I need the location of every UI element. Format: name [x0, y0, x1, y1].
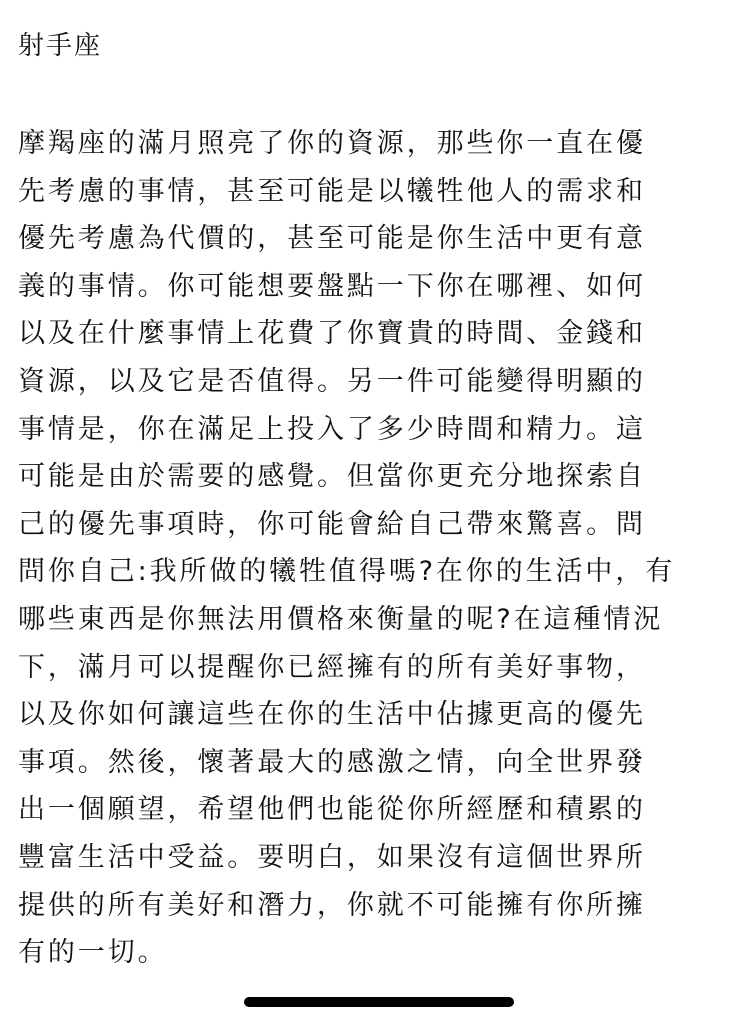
text-line: 可能是由於需要的感覺。但當你更充分地探索自 — [18, 461, 646, 493]
text-line: 義的事情。你可能想要盤點一下你在哪裡、如何 — [18, 270, 646, 302]
text-line: 問你自己:我所做的犧牲值得嗎?在你的生活中，有 — [18, 556, 676, 588]
home-indicator[interactable] — [244, 997, 514, 1007]
text-line: 出一個願望，希望他們也能從你所經歷和積累的 — [18, 794, 646, 826]
text-line: 以及你如何讓這些在你的生活中佔據更高的優先 — [18, 699, 646, 731]
text-line: 摩羯座的滿月照亮了你的資源，那些你一直在優 — [18, 128, 646, 159]
text-line: 先考慮的事情，甚至可能是以犧牲他人的需求和 — [18, 175, 646, 207]
text-line: 下，滿月可以提醒你已經擁有的所有美好事物， — [18, 651, 646, 683]
text-line: 優先考慮為代價的，甚至可能是你生活中更有意 — [18, 223, 646, 255]
text-line: 提供的所有美好和潛力，你就不可能擁有你所擁 — [18, 889, 646, 921]
text-line: 以及在什麼事情上花費了你寶貴的時間、金錢和 — [18, 318, 646, 350]
text-line: 事項。然後，懷著最大的感激之情，向全世界發 — [18, 746, 646, 778]
text-line: 己的優先事項時，你可能會給自己帶來驚喜。問 — [18, 508, 646, 540]
page-title: 射手座 — [18, 31, 103, 61]
text-line: 事情是，你在滿足上投入了多少時間和精力。這 — [18, 413, 646, 445]
text-line: 資源，以及它是否值得。另一件可能變得明顯的 — [18, 365, 646, 397]
text-line: 哪些東西是你無法用價格來衡量的呢?在這種情況 — [18, 603, 664, 635]
horoscope-text — [18, 120, 738, 977]
text-line: 豐富生活中受益。要明白，如果沒有這個世界所 — [18, 841, 646, 873]
text-line: 有的一切。 — [18, 937, 168, 969]
